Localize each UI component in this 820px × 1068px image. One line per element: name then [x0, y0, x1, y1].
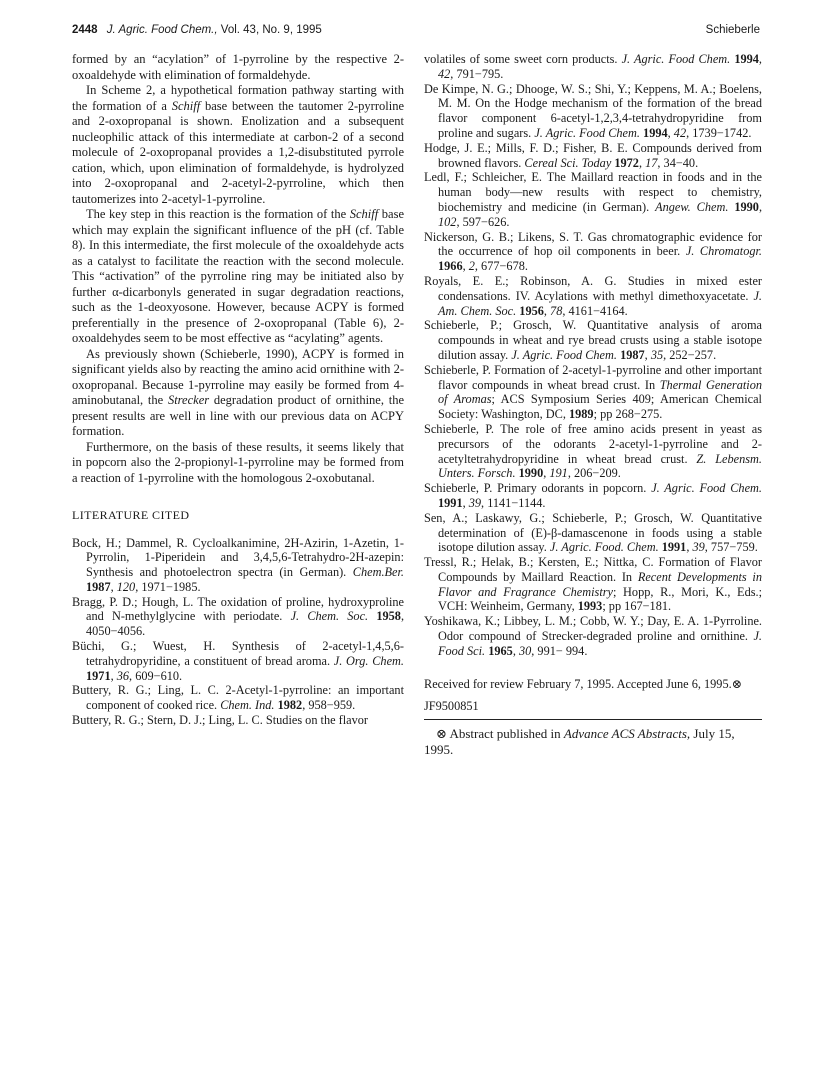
ref-pages: , 1141−1144. — [481, 495, 546, 510]
ref-text: Buttery, R. G.; Ling, L. C. 2-Acetyl-1-pyrroline: an important component of cooked rice. — [72, 683, 404, 713]
ref-year: 1990 — [518, 466, 544, 481]
ref-volume: 39 — [468, 495, 482, 510]
ref-source: Angew. Chem. — [655, 199, 729, 214]
ref-source: J. Food Sci. — [438, 629, 762, 658]
ref-year: 1987 — [86, 579, 111, 594]
running-header — [72, 24, 760, 44]
ref-source: J. Agric. Food Chem. — [534, 125, 640, 140]
footnote-pre: Abstract published in — [446, 726, 564, 742]
ref-pages: , 34−40. — [657, 155, 699, 170]
reference-item: De Kimpe, N. G.; Dhooge, W. S.; Shi, Y.; Keppens, M. A.; Boelens, M. M. On the Hodge mechanism of the formation of the bread flavor component 6-acetyl-1,2,3,4-tetrahydropyridine from proline and sugars. J. Agric. Food Chem. 1994, 42, 1739−1742. — [424, 81, 762, 140]
ref-pages: , 1739−1742. — [686, 125, 752, 140]
ref-year: 1993 — [577, 599, 603, 614]
ref-text: Ledl, F.; Schleicher, E. The Maillard reaction in foods and in the human body—new results with respect to chemistry, biochemistry and medicine (in German). — [424, 170, 762, 214]
ref-year: 1989 — [568, 407, 594, 422]
ref-pages: , 252−257. — [663, 347, 717, 362]
ref-year: 1966 — [438, 259, 463, 274]
ref-volume: 2 — [468, 259, 475, 274]
reference-item: volatiles of some sweet corn products. J. Agric. Food Chem. 1994, 42, 791−795. — [424, 52, 762, 81]
ref-year: 1972 — [614, 155, 639, 170]
ref-source: J. Am. Chem. Soc. — [438, 288, 762, 318]
p4-strecker: Strecker — [167, 393, 210, 407]
page-number: 2448 — [72, 24, 98, 36]
ref-text: De Kimpe, N. G.; Dhooge, W. S.; Shi, Y.; Keppens, M. A.; Boelens, M. M. On the Hodge mechanism of the formation of the bread flavor component 6-acetyl-1,2,3,4-tetrahydropyridine from proline and sugars. — [424, 81, 762, 140]
reference-item — [424, 555, 762, 614]
ref-source: J. Chem. Soc. — [290, 609, 369, 624]
ref-text: Schieberle, P. Primary odorants in popcorn. — [424, 481, 652, 496]
ref-year: 1990 — [734, 199, 759, 214]
volume-info: Vol. 43, No. 9, 1995 — [220, 24, 322, 36]
ref-volume: 17 — [645, 155, 658, 170]
ref-text: Sen, A.; Laskawy, G.; Schieberle, P.; Grosch, W. Quantitative determination of (E)-β-damascenone in foods using a stable isotope dilution assay. — [424, 510, 762, 555]
footnote-post: July 15, 1995. — [424, 726, 735, 758]
ref-source: J. Agric. Food Chem. — [651, 481, 762, 496]
ref-volume: 191 — [549, 466, 568, 481]
reference-item: Bock, H.; Dammel, R. Cycloalkanimine, 2H-Azirin, 1-Azetin, 1-Pyrrolin, 1-Piperidein and 3,4,5,6-Tetrahydro-2H-azepin: Synthesis and photoelectron spectra (in German). Chem.Ber. 1987, 120, 1971−1985. — [72, 535, 404, 594]
p2-text-a: In Scheme 2, a hypothetical formation pathway starting with the formation of a — [72, 83, 404, 113]
reference-item: Büchi, G.; Wuest, H. Synthesis of 2-acetyl-1,4,5,6-tetrahydropyridine, a constituent of bread aroma. J. Org. Chem. 1971, 36, 609−610. — [72, 639, 404, 683]
ref-text: Schieberle, P. Formation of 2-acetyl-1-pyrroline and other important flavor compounds in wheat bread crust. In — [424, 362, 762, 392]
ref-pages: ; pp 268−275. — [593, 407, 663, 422]
ref-year: 1987 — [620, 347, 645, 362]
reference-item: Royals, E. E.; Robinson, A. G. Studies in mixed ester condensations. IV. Acylations with methyl dimethoxyacetate. J. Am. Chem. Soc. 1956, 78, 4161−4164. — [424, 273, 762, 318]
p3-text-b: base which may explain the significant influence of the pH (cf. Table 8). In this intermediate, the first molecule of the oxoaldehyde acts as a catalyst to facilitate the reaction with the second molecule. This “activation” of the pyrroline ring may be initiated also by further α-dicarbonyls generated in sugar degradation reactions, such as the 1-deoxyosone. However, because ACPY is formed preferentially in the presence of 2-oxopropanal (Table 6), 2-oxoaldehydes seem to be most effective as “acylating” agents. — [72, 207, 404, 345]
ref-pages: , 677−678. — [474, 259, 528, 274]
ref-text: Nickerson, G. B.; Likens, S. T. Gas chromatographic evidence for the occurrence of hop oil components in beer. — [424, 229, 762, 259]
ref-text-mid: ; Hopp, R., Mori, K., Eds.; VCH: Weinheim, Germany, — [438, 584, 762, 614]
ref-source: J. Agric. Food Chem. — [511, 347, 617, 362]
ref-year: 1956 — [519, 303, 544, 318]
reference-list-right — [424, 52, 762, 659]
ref-source: J. Agric. Food Chem. — [621, 52, 731, 66]
ref-volume: 120 — [116, 579, 136, 594]
p3-text-a: The key step in this reaction is the formation of the — [86, 207, 350, 221]
ref-year: 1982 — [277, 698, 303, 713]
p4-text-b: degradation product of ornithine, the present results are well in line with our previous data on ACPY formation. — [72, 393, 404, 438]
p3-schiff: Schiff — [349, 207, 379, 221]
ref-source: J. Agric. Food. Chem. — [549, 540, 659, 555]
ref-source: Chem.Ber. — [352, 565, 404, 580]
ref-text: Tressl, R.; Helak, B.; Kersten, E.; Nittka, C. Formation of Flavor Compounds by Maillard Reaction. In — [424, 555, 762, 584]
ref-volume: 42 — [673, 125, 687, 140]
reference-item: Nickerson, G. B.; Likens, S. T. Gas chromatographic evidence for the occurrence of hop oil components in beer. J. Chromatogr. 1966, 2, 677−678. — [424, 229, 762, 274]
ref-text: Buttery, R. G.; Stern, D. J.; Ling, L. C. Studies on the flavor — [72, 713, 369, 728]
ref-source: Cereal Sci. Today — [524, 155, 612, 170]
ref-source: Z. Lebensm. Unters. Forsch. — [438, 451, 762, 481]
reference-item — [72, 595, 404, 639]
footnote-italic: Advance ACS Abstracts, — [563, 726, 691, 742]
ref-text: Bock, H.; Dammel, R. Cycloalkanimine, 2H-Azirin, 1-Azetin, 1-Pyrrolin, 1-Piperidein and 3,4,5,6-Tetrahydro-2H-azepin: Synthesis and photoelectron spectra (in German). — [72, 535, 404, 580]
ref-pages: , 1971−1985. — [135, 579, 201, 594]
body-paragraph-4 — [72, 347, 404, 440]
ref-volume: 30 — [518, 643, 532, 658]
ref-volume: 39 — [692, 540, 705, 555]
ref-text: Royals, E. E.; Robinson, A. G. Studies in mixed ester condensations. IV. Acylations with methyl dimethoxyacetate. — [424, 273, 762, 303]
reference-item: Schieberle, P.; Grosch, W. Quantitative analysis of aroma compounds in wheat and rye bread crusts using a stable isotope dilution assay. J. Agric. Food Chem. 1987, 35, 252−257. — [424, 318, 762, 362]
received-note: Received for review February 7, 1995. Accepted June 6, 1995.⊗ — [424, 676, 742, 691]
ref-source: Recent Developments in Flavor and Fragrance Chemistry — [438, 569, 762, 599]
ref-text-mid: ; ACS Symposium Series 409; American Chemical Society: Washington, DC, — [438, 392, 762, 422]
ref-text: Schieberle, P. The role of free amino acids present in yeast as precursors of the odorants 2-acetyl-1-pyrroline and 2-acetyltetrahydropyridine in wheat bread crust. — [424, 421, 762, 466]
ref-source: Chem. Ind. — [220, 698, 275, 713]
ref-year: 1994 — [734, 52, 759, 66]
ref-text: volatiles of some sweet corn products. — [424, 52, 622, 66]
ref-volume: 42 — [438, 66, 451, 81]
ref-pages: , 991− 994. — [531, 643, 588, 658]
reference-item — [424, 363, 762, 422]
ref-text: Schieberle, P.; Grosch, W. Quantitative analysis of aroma compounds in wheat and rye bread crusts using a stable isotope dilution assay. — [424, 318, 762, 362]
left-column — [72, 52, 404, 728]
body-paragraph-5: Furthermore, on the basis of these results, it seems likely that in popcorn also the 2-propionyl-1-pyrroline may be formed from a reaction of 1-pyrroline with the homologous 2-oxobutanal. — [72, 439, 404, 485]
ref-text: Hodge, J. E.; Mills, F. D.; Fisher, B. E. Compounds derived from browned flavors. — [424, 140, 762, 170]
ref-pages: , 4161−4164. — [562, 303, 628, 318]
footnote — [424, 726, 762, 758]
journal-name: J. Agric. Food Chem., — [106, 24, 218, 36]
reference-item — [72, 683, 404, 713]
body-paragraph-1: formed by an “acylation” of 1-pyrroline by the respective 2-oxoaldehyde with elimination of formaldehyde. — [72, 52, 404, 82]
reference-item — [72, 713, 404, 728]
ref-volume: 35 — [650, 347, 664, 362]
ref-pages: , 206−209. — [567, 466, 621, 481]
footnote-rule — [424, 719, 762, 720]
ref-pages: , 597−626. — [456, 214, 510, 229]
ref-year: 1965 — [488, 643, 513, 658]
ref-text: Büchi, G.; Wuest, H. Synthesis of 2-acetyl-1,4,5,6-tetrahydropyridine, a constituent of bread aroma. — [72, 639, 404, 668]
ref-year: 1991 — [661, 540, 687, 555]
body-paragraph-3 — [72, 207, 404, 347]
right-column — [424, 52, 762, 758]
ref-volume: 78 — [550, 303, 563, 318]
reference-item: Ledl, F.; Schleicher, E. The Maillard reaction in foods and in the human body—new results with respect to chemistry, biochemistry and medicine (in German). Angew. Chem. 1990, 102, 597−626. — [424, 170, 763, 229]
reference-item: Hodge, J. E.; Mills, F. D.; Fisher, B. E. Compounds derived from browned flavors. Cereal Sci. Today 1972, 17, 34−40. — [424, 140, 762, 170]
manuscript-code: JF9500851 — [424, 698, 479, 713]
header-left — [72, 24, 322, 36]
ref-pages: , 958−959. — [302, 698, 356, 713]
ref-pages: ; pp 167−181. — [602, 599, 672, 614]
ref-source: J. Org. Chem. — [333, 653, 404, 668]
ref-year: 1958 — [376, 609, 401, 624]
ref-text: Bragg, P. D.; Hough, L. The oxidation of proline, hydroxyproline and N-methylglycine with periodate. — [72, 594, 404, 624]
ref-pages: , 4050−4056. — [86, 609, 405, 639]
reference-item: Schieberle, P. The role of free amino acids present in yeast as precursors of the odorants 2-acetyl-1-pyrroline and 2-acetyltetrahydropyridine in wheat bread crust. Z. Lebensm. Unters. Forsch. 1990, 191, 206−209. — [424, 421, 762, 481]
ref-text: Yoshikawa, K.; Libbey, L. M.; Cobb, W. Y.; Day, E. A. 1-Pyrroline. Odor compound of Strecker-degraded proline and ornithine. — [424, 614, 762, 644]
ref-source: Thermal Generation of Aromas — [438, 377, 762, 407]
ref-pages: , 791−795. — [450, 66, 504, 81]
footnote-mark: ⊗ — [436, 726, 447, 742]
ref-pages: , 757−759. — [704, 540, 758, 555]
literature-heading: LITERATURE CITED — [72, 508, 190, 522]
ref-year: 1971 — [86, 668, 111, 683]
p4-text-a: As previously shown (Schieberle, 1990), ACPY is formed in significant yields also by reacting the amino acid ornithine with 2-oxopropanal. Because 1-pyrroline may easily be formed from 4-aminobutanal, the — [72, 346, 404, 407]
reference-item: Yoshikawa, K.; Libbey, L. M.; Cobb, W. Y.; Day, E. A. 1-Pyrroline. Odor compound of Strecker-degraded proline and ornithine. J. Food Sci. 1965, 30, 991− 994. — [424, 614, 762, 658]
reference-item: Schieberle, P. Primary odorants in popcorn. J. Agric. Food Chem. 1991, 39, 1141−1144. — [424, 481, 762, 510]
p2-schiff: Schiff — [171, 98, 201, 113]
reference-list-left — [72, 536, 404, 728]
ref-volume: 36 — [116, 668, 130, 683]
ref-volume: 102 — [438, 214, 457, 229]
ref-year: 1994 — [643, 125, 668, 140]
body-paragraph-2 — [72, 83, 404, 207]
ref-year: 1991 — [438, 495, 463, 510]
ref-source: J. Chromatogr. — [685, 244, 762, 259]
p2-text-b: base between the tautomer 2-pyrroline and 2-oxopropanal is shown. Enolization and a subsequent nucleophilic attack of this intermediate at carbon-2 of a second molecule of 2-oxopropanal provides a 1,2-disubstituted pyrrole cation, which, upon elimination of formaldehyde, is hydrolyzed into 2-oxopropanal and 2-acetyl-2-pyrroline, which then tautomerizes into 2-acetyl-1-pyrroline. — [72, 98, 404, 206]
header-author: Schieberle — [705, 24, 760, 36]
ref-pages: , 609−610. — [129, 668, 183, 683]
reference-item: Sen, A.; Laskawy, G.; Schieberle, P.; Grosch, W. Quantitative determination of (E)-β-damascenone in foods using a stable isotope dilution assay. J. Agric. Food. Chem. 1991, 39, 757−759. — [424, 510, 762, 555]
